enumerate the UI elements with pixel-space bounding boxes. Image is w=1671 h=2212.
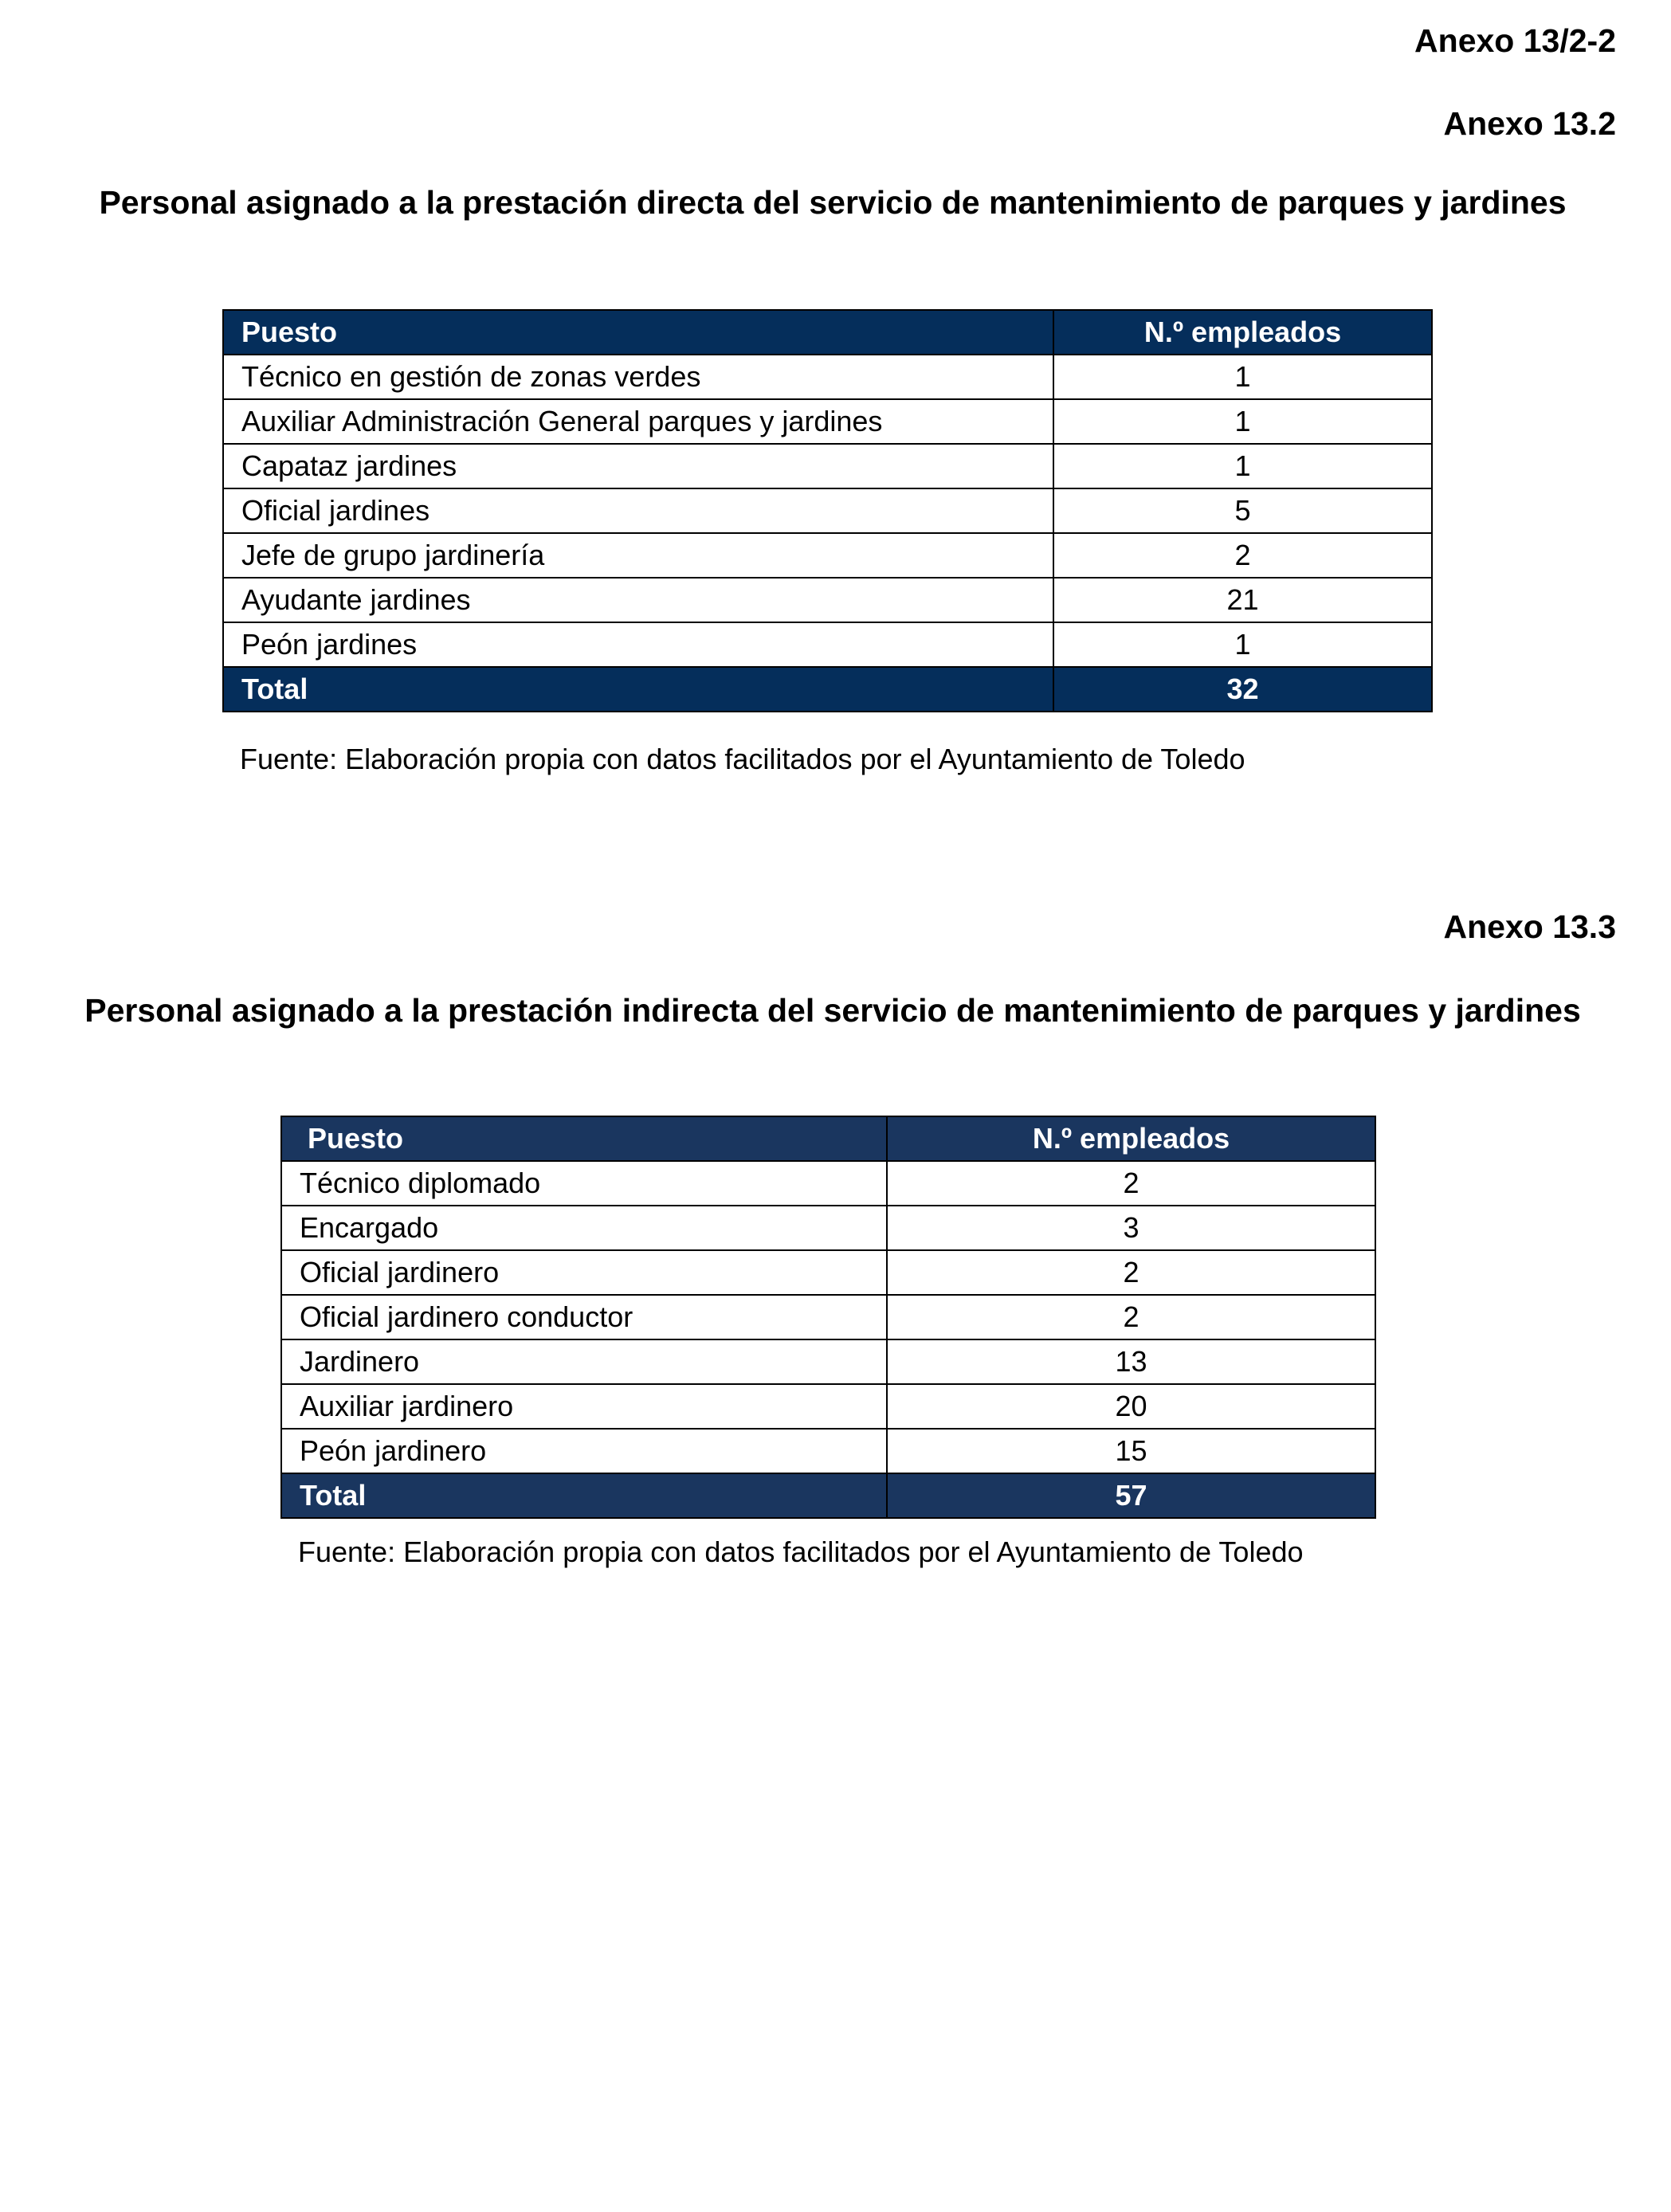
table-row [281,1161,1375,1206]
table-row [281,1384,1375,1429]
column-header-position: Puesto [223,310,1053,355]
table-row [281,1250,1375,1295]
column-header-count: N.º empleados [887,1116,1375,1161]
column-header-count: N.º empleados [1053,310,1432,355]
total-label: Total [281,1473,887,1518]
position-cell: Jardinero [281,1339,887,1384]
count-cell: 20 [887,1384,1375,1429]
count-cell: 2 [1053,533,1432,578]
position-cell: Auxiliar Administración General parques y jardines [223,399,1053,444]
table-row [223,444,1432,488]
position-cell: Jefe de grupo jardinería [223,533,1053,578]
table-row [223,399,1432,444]
annex-main-label: Anexo 13/2-2 [1414,22,1616,59]
count-cell: 15 [887,1429,1375,1473]
annex-13-2-label: Anexo 13.2 [1443,105,1616,142]
position-cell: Oficial jardinero [281,1250,887,1295]
position-cell: Técnico en gestión de zonas verdes [223,355,1053,399]
annex-13-3-label: Anexo 13.3 [1443,908,1616,945]
table-row [223,533,1432,578]
count-cell: 2 [887,1295,1375,1339]
total-row [281,1473,1375,1518]
position-cell: Oficial jardinero conductor [281,1295,887,1339]
count-cell: 2 [887,1161,1375,1206]
position-cell: Ayudante jardines [223,578,1053,622]
table-row [223,355,1432,399]
total-label: Total [223,667,1053,712]
table-row [223,488,1432,533]
position-cell: Peón jardinero [281,1429,887,1473]
direct-staff-table [222,309,1433,712]
count-cell: 21 [1053,578,1432,622]
table-row [281,1339,1375,1384]
count-cell: 13 [887,1339,1375,1384]
indirect-source-note: Fuente: Elaboración propia con datos facilitados por el Ayuntamiento de Toledo [298,1535,1304,1568]
indirect-section-title: Personal asignado a la prestación indirecta del servicio de mantenimiento de parques y jardines [84,992,1581,1029]
count-cell: 1 [1053,444,1432,488]
count-cell: 1 [1053,622,1432,667]
table-row [281,1295,1375,1339]
total-value: 57 [887,1473,1375,1518]
indirect-staff-table [280,1116,1376,1519]
position-cell: Oficial jardines [223,488,1053,533]
position-cell: Capataz jardines [223,444,1053,488]
position-cell: Peón jardines [223,622,1053,667]
table-header-row [223,310,1432,355]
count-cell: 3 [887,1206,1375,1250]
direct-source-note: Fuente: Elaboración propia con datos facilitados por el Ayuntamiento de Toledo [240,743,1245,775]
table-row [281,1206,1375,1250]
column-header-position: Puesto [281,1116,887,1161]
table-header-row [281,1116,1375,1161]
position-cell: Técnico diplomado [281,1161,887,1206]
total-row [223,667,1432,712]
total-value: 32 [1053,667,1432,712]
table-row [223,578,1432,622]
direct-section-title: Personal asignado a la prestación directa del servicio de mantenimiento de parques y jardines [99,184,1567,221]
count-cell: 1 [1053,399,1432,444]
count-cell: 2 [887,1250,1375,1295]
position-cell: Auxiliar jardinero [281,1384,887,1429]
count-cell: 1 [1053,355,1432,399]
count-cell: 5 [1053,488,1432,533]
position-cell: Encargado [281,1206,887,1250]
table-row [281,1429,1375,1473]
table-row [223,622,1432,667]
